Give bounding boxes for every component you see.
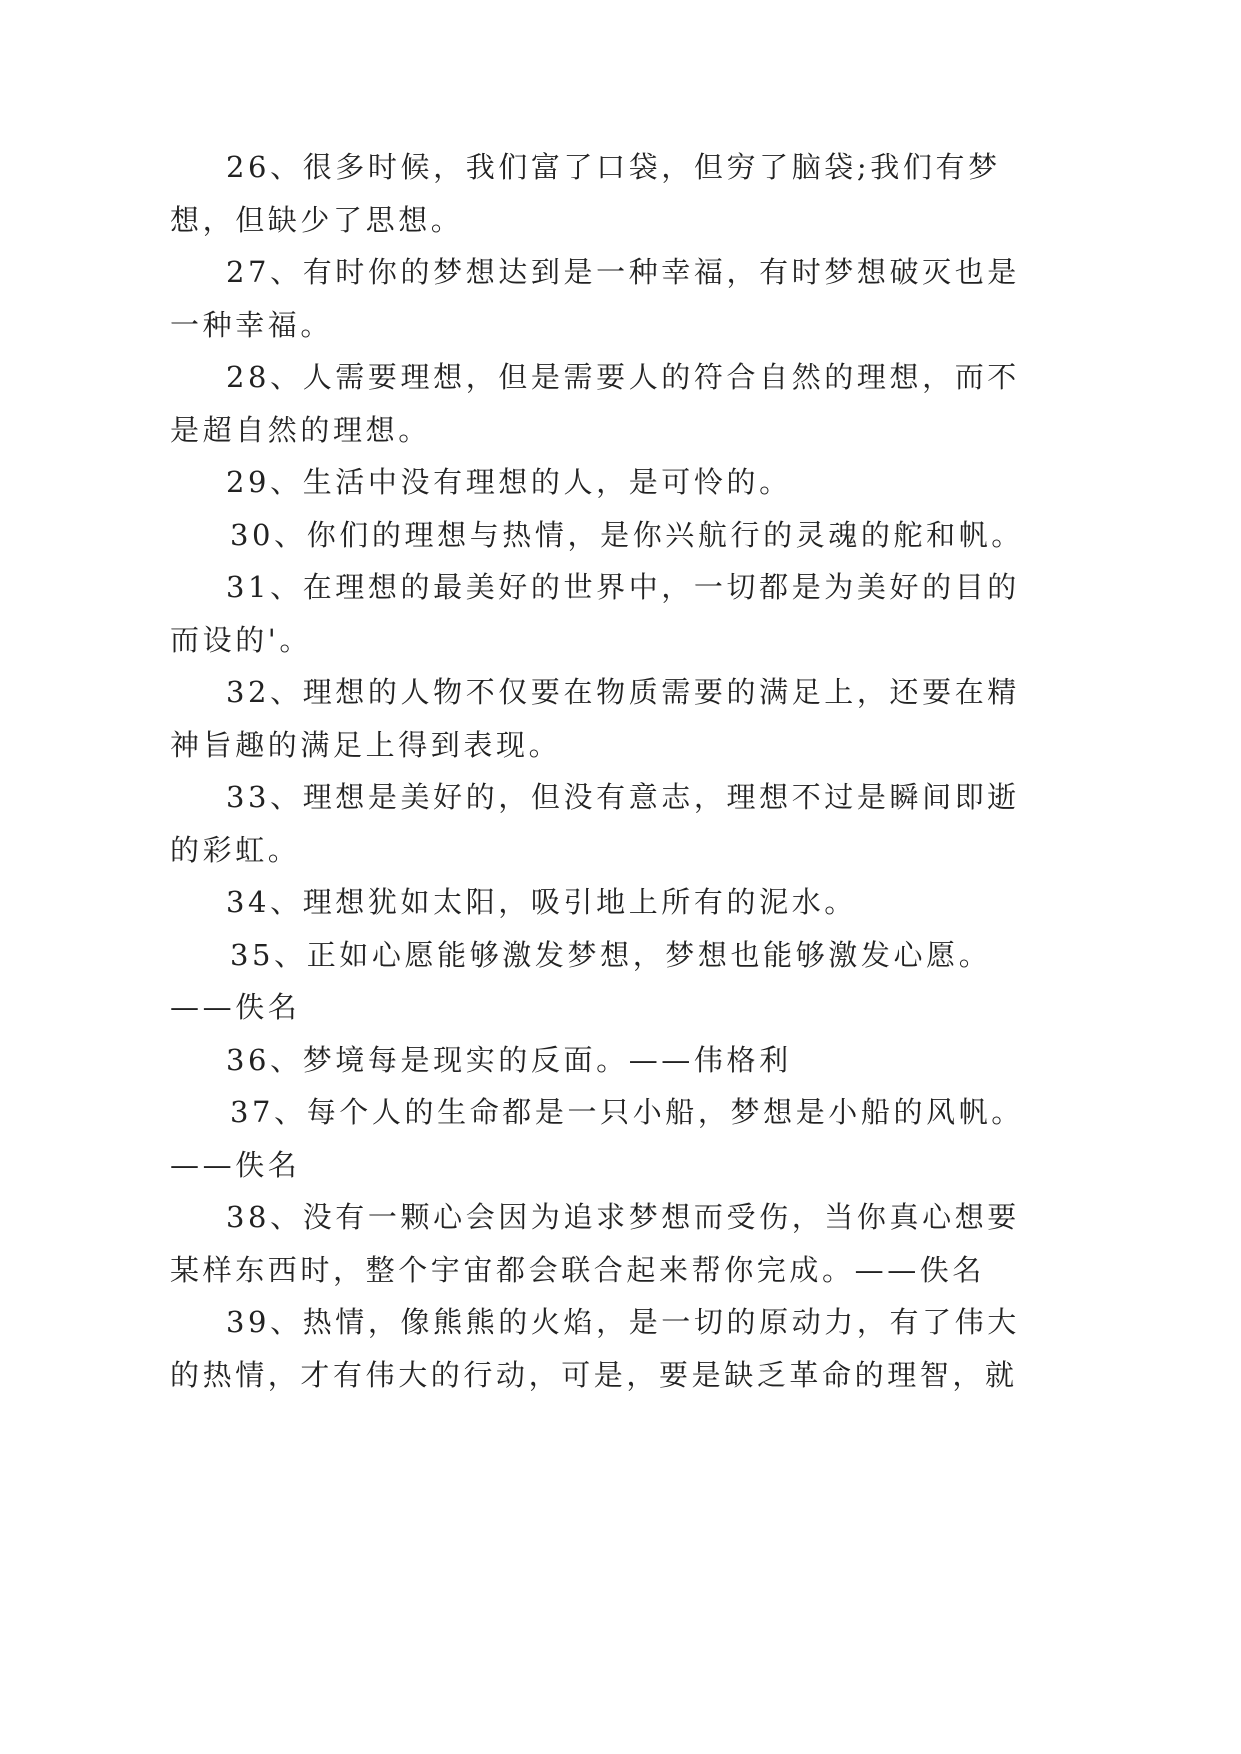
paragraph-26-line-2: 想，但缺少了思想。 [170,203,464,237]
paragraph-37-line-2: ——佚名 [170,1148,301,1182]
paragraph-32-line-2: 神旨趣的满足上得到表现。 [170,728,562,762]
paragraph-39-line-1: 39、热情，像熊熊的火焰，是一切的原动力，有了伟大 [226,1305,1020,1339]
paragraph-35-line-1: 35、正如心愿能够激发梦想，梦想也能够激发心愿。 [230,938,992,972]
paragraph-28-line-2: 是超自然的理想。 [170,413,431,447]
paragraph-33-line-2: 的彩虹。 [170,833,301,867]
paragraph-32-line-1: 32、理想的人物不仅要在物质需要的满足上，还要在精 [226,675,1020,709]
paragraph-27-line-1: 27、有时你的梦想达到是一种幸福，有时梦想破灭也是 [226,255,1020,289]
paragraph-39-line-2: 的热情，才有伟大的行动，可是，要是缺乏革命的理智，就 [170,1358,1018,1392]
paragraph-34-line-1: 34、理想犹如太阳，吸引地上所有的泥水。 [226,885,857,919]
paragraph-36-line-1: 36、梦境每是现实的反面。——伟格利 [226,1043,792,1077]
paragraph-29-line-1: 29、生活中没有理想的人，是可怜的。 [226,465,792,499]
paragraph-31-line-1: 31、在理想的最美好的世界中，一切都是为美好的目的 [226,570,1020,604]
paragraph-26-line-1: 26、很多时候，我们富了口袋，但穷了脑袋;我们有梦 [226,150,1001,184]
paragraph-31-line-2: 而设的'。 [170,623,312,657]
paragraph-33-line-1: 33、理想是美好的，但没有意志，理想不过是瞬间即逝 [226,780,1020,814]
paragraph-38-line-2: 某样东西时，整个宇宙都会联合起来帮你完成。——佚名 [170,1253,986,1287]
paragraph-35-line-2: ——佚名 [170,990,301,1024]
paragraph-28-line-1: 28、人需要理想，但是需要人的符合自然的理想，而不 [226,360,1020,394]
paragraph-27-line-2: 一种幸福。 [170,308,334,342]
paragraph-37-line-1: 37、每个人的生命都是一只小船，梦想是小船的风帆。 [230,1095,1024,1129]
paragraph-30-line-1: 30、你们的理想与热情，是你兴航行的灵魂的舵和帆。 [230,518,1024,552]
paragraph-38-line-1: 38、没有一颗心会因为追求梦想而受伤，当你真心想要 [226,1200,1020,1234]
